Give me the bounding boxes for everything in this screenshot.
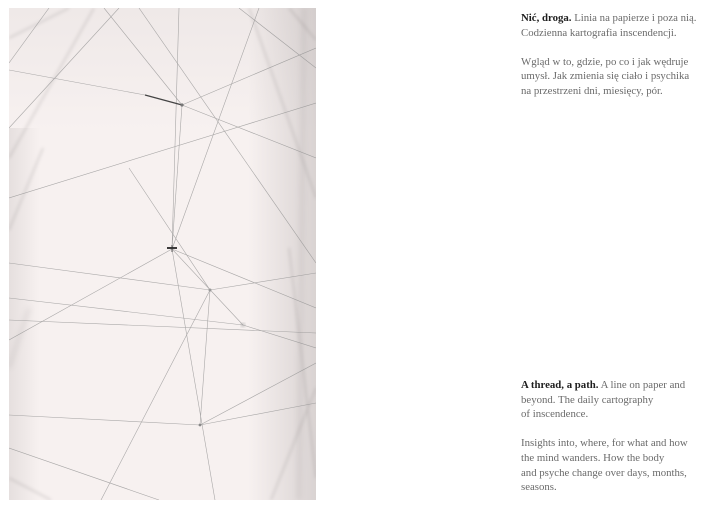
thread-photo-canvas <box>9 8 316 500</box>
text-line: na przestrzeni dni, miesięcy, pór. <box>521 84 663 97</box>
polish-paragraph-1 <box>521 11 717 40</box>
text-line: Wgląd w to, gdzie, po co i jak wędruje <box>521 55 689 68</box>
english-paragraph-1 <box>521 378 717 422</box>
text-fragment: A line on paper and <box>600 379 686 391</box>
english-paragraph-2 <box>521 436 717 494</box>
polish-lead-phrase: Nić, droga. <box>521 12 572 24</box>
knot-mark <box>209 289 212 292</box>
polish-text-block <box>521 11 717 99</box>
text-line <box>521 378 717 393</box>
text-line: Codzienna kartografia inscendencji. <box>521 26 677 39</box>
english-text-block <box>521 378 717 495</box>
knot-mark <box>241 323 245 327</box>
text-line: umysł. Jak zmienia się ciało i psychika <box>521 70 690 83</box>
knot-mark <box>180 103 183 106</box>
text-line <box>521 11 717 26</box>
polish-paragraph-2 <box>521 55 717 99</box>
english-lead-phrase: A thread, a path. <box>521 379 599 391</box>
text-line: of inscendence. <box>521 408 589 421</box>
text-line: Insights into, where, for what and how <box>521 437 688 450</box>
text-line: beyond. The daily cartography <box>521 393 654 406</box>
thread-photograph <box>9 8 316 500</box>
text-fragment: Linia na papierze i poza nią. <box>574 12 697 24</box>
text-line: and psyche change over days, months, <box>521 466 687 479</box>
text-line: the mind wanders. How the body <box>521 451 665 464</box>
knot-mark <box>199 424 202 427</box>
text-line: seasons. <box>521 481 557 494</box>
